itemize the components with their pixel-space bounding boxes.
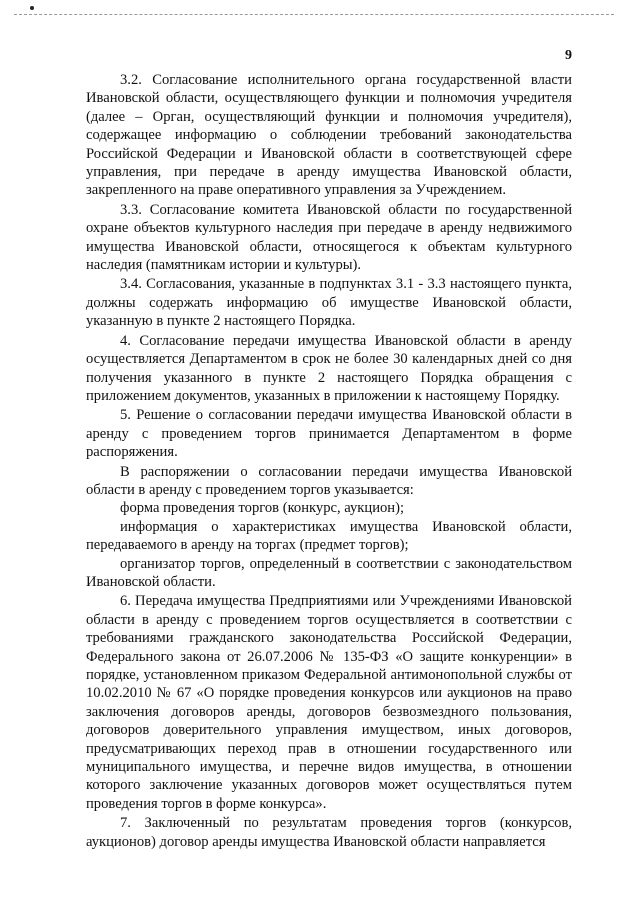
list-item-tender-form: форма проведения торгов (конкурс, аукцион);: [120, 500, 405, 517]
paragraph-6: 6. Передача имущества Предприятиями или Учреждениями Ивановской области в аренду с проведением торгов осуществляется в соответствии с требованиями гражданского законодательства Российской Федерации, Федерального закона от 26.07.2006 № 135-ФЗ «О защите конкуренции» в порядке, установленном приказом Федеральной антимонопольной службы от 10.02.2010 № 67 «О порядке проведения конкурсов или аукционов на право заключения договоров аренды, договоров безвозмездного пользования, договоров доверительного управления имуществом, иных договоров, предусматривающих переход прав в отношении государственного или муниципального имущества, и перечне видов имущества, в отношении которого заключение указанных договоров может осуществляться путем проведения торгов в форме конкурса».: [86, 593, 572, 812]
paragraph-7: 7. Заключенный по результатам проведения торгов (конкурсов, аукционов) договор аренды имущества Ивановской области направляется: [86, 815, 572, 850]
paragraph-3-4: 3.4. Согласования, указанные в подпунктах 3.1 - 3.3 настоящего пункта, должны содержать информацию об имуществе Ивановской области, указанную в пункте 2 настоящего Порядка.: [86, 276, 572, 330]
paragraph-4: 4. Согласование передачи имущества Ивановской области в аренду осуществляется Департаментом в срок не более 30 календарных дней со дня получения указанного в пункте 2 настоящего Порядка обращения с приложением документов, указанных в приложении к настоящему Порядку.: [86, 332, 572, 404]
scan-mark: [30, 6, 34, 10]
document-body: [86, 71, 572, 851]
paragraph-5: 5. Решение о согласовании передачи имущества Ивановской области в аренду с проведением торгов принимается Департаментом в форме распоряжения.: [86, 407, 572, 461]
paragraph-3-3: 3.3. Согласование комитета Ивановской области по государственной охране объектов культурного наследия при передаче в аренду недвижимого имущества Ивановской области, относящегося к объектам культурного наследия (памятникам истории и культуры).: [86, 201, 572, 274]
paragraph-5-order-intro: В распоряжении о согласовании передачи имущества Ивановской области в аренду с проведением торгов указывается:: [86, 463, 572, 498]
list-item-organizer: организатор торгов, определенный в соответствии с законодательством Ивановской области.: [86, 555, 572, 590]
header-rule: [14, 14, 614, 15]
list-item-property-info: информация о характеристиках имущества Ивановской области, передаваемого в аренду на торгах (предмет торгов);: [86, 518, 572, 554]
page-number: 9: [565, 48, 572, 63]
paragraph-3-2: 3.2. Согласование исполнительного органа государственной власти Ивановской области, осуществляющего функции и полномочия учредителя (далее – Орган, осуществляющий функции и полномочия учредителя), содержащее информацию о соблюдении требований законодательства Российской Федерации и Ивановской области в соответствующей сфере управления, при передаче в аренду имущества Ивановской области, закрепленного на праве оперативного управления за Учреждением.: [86, 72, 572, 199]
